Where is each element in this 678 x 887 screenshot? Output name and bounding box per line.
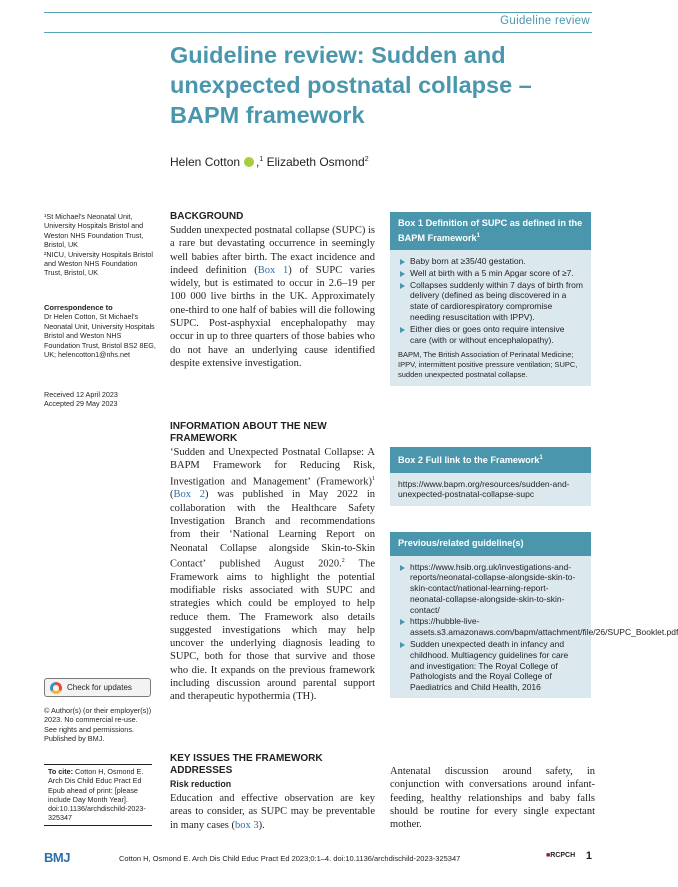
author-name[interactable]: Elizabeth Osmond [266,155,365,169]
orcid-icon[interactable] [244,157,254,167]
box2-link[interactable]: Box 2 [173,489,206,501]
related-guidelines-box [390,532,678,698]
list-item: Collapses suddenly within 7 days of birth from delivery (defined as being discovered in a state of cardiorespiratory compromise needing resuscitation with IPPV). [398,280,583,323]
affiliation-item: ²NICU, University Hospitals Bristol and Weston NHS Foundation Trust, Bristol, UK [44,249,154,278]
article-title: Guideline review: Sudden and unexpected postnatal collapse – BAPM framework [170,42,532,128]
author-affiliation-sup: 2 [364,156,369,163]
correspondence [44,303,156,359]
cite-text: Cotton H, Osmond E. Arch Dis Child Educ Pract Ed Epub ahead of print: [please include Day Month Year]. doi:10.1136/archdischild-2023-325347 [48,767,146,823]
box1 [390,212,591,386]
box3-link[interactable]: box 3 [235,819,259,831]
check-for-updates-label: Check for updates [67,683,132,692]
footer-citation: Cotton H, Osmond E. Arch Dis Child Educ Pract Ed 2023;0:1–4. doi:10.1136/archdischild-2023-325347 [119,854,461,863]
correspondence-text: Dr Helen Cotton, St Michael’s Neonatal Unit, University Hospitals Bristol and Weston NHS Foundation Trust, Bristol BS2 8EG, UK; helencotton1@nhs.net [44,312,156,360]
affiliation-item: ¹St Michael’s Neonatal Unit, University Hospitals Bristol and Weston NHS Foundation Trust, Bristol, UK [44,212,144,250]
crossmark-icon [50,682,62,694]
box1-link[interactable]: Box 1 [257,264,289,276]
running-head-bar [44,12,592,33]
list-item: Baby born at ≥35/40 gestation. [398,256,583,267]
article-dates [44,390,156,409]
list-item: Well at birth with a 5 min Apgar score of ≥7. [398,268,583,279]
author-affiliation-sup: 1 [259,156,264,163]
box1-list [390,250,591,350]
affiliations [44,212,156,278]
box2-heading: Box 2 Full link to the Framework$^1$ [390,447,591,473]
list-item[interactable]: https://www.hsib.org.uk/investigations-and-reports/neonatal-collapse-alongside-skin-to-skin-contact/national-learning-report-neonatal-collapse-alongside-skin-to-skin-contact/ [398,562,583,616]
cite-box [44,764,152,826]
box1-heading: Box 1 Definition of SUPC as defined in the BAPM Framework$^1$ [390,212,591,250]
correspondence-heading: Correspondence to [44,303,113,312]
list-item: Sudden unexpected death in infancy and childhood. Multiagency guidelines for care and investigation: The Royal College of Pathologists and the Royal College of Paediatrics and Child Health, 2016 [398,639,583,693]
risk-paragraph: Education and effective observation are key areas to consider, as SUPC may be preventable in many cases (box 3). [170,793,375,831]
right-column-paragraph: Antenatal discussion around safety, in conjunction with conversations around infant-feeding, healthy relationships and baby falls should be routine for every single expectant mother. [390,766,595,831]
cite-label: To cite: [48,767,74,776]
rcpch-logo: ■RCPCH [546,852,576,859]
box2-link[interactable]: https://www.bapm.org/resources/sudden-and-unexpected-postnatal-collapse-supc [398,478,570,500]
accepted-date: Accepted 29 May 2023 [44,399,118,409]
author-line: Helen Cotton ,$^1$ Elizabeth Osmond$^2$ [170,155,369,169]
check-for-updates-button[interactable] [44,678,151,697]
risk-reduction-heading: Risk reduction [170,779,232,789]
related-guidelines-list [390,556,678,699]
received-date: Received 12 April 2023 [44,390,118,399]
running-head: Guideline review [500,15,590,27]
key-issues-heading: KEY ISSUES THE FRAMEWORK ADDRESSES [170,753,323,776]
box2 [390,447,591,506]
bmj-logo: BMJ [44,850,70,865]
copyright-notice: © Author(s) (or their employer(s)) 2023. No commercial re-use. See rights and permissions. Published by BMJ. [44,706,152,744]
author-name[interactable]: Helen Cotton [170,155,241,169]
page-number: 1 [585,850,592,862]
list-item[interactable]: https://hubble-live-assets.s3.amazonaws.com/bapm/attachment/file/26/SUPC_Booklet.pdf [398,616,583,638]
page-footer [44,848,594,870]
background-paragraph: Sudden unexpected postnatal collapse (SUPC) is a rare but devastating occurrence in seemingly well babies after birth. The exact incidence and indeed definition (Box 1) of SUPC varies widely, but is estimated to occur in 2.6–19 per 100 000 live births in the UK. Approximately one-third to one half of babies will die following SUPC. Post-asphyxial encephalopathy may occur in up to three quarters of those babies who do not have an underlying cause identified despite extensive investigation. [170,225,376,369]
box1-note: BAPM, The British Association of Perinatal Medicine; IPPV, intermittent positive pressure ventilation; SUPC, sudden unexpected postnatal collapse. [398,350,578,379]
related-guidelines-heading: Previous/related guideline(s) [390,532,591,556]
info-paragraph: ‘Sudden and Unexpected Postnatal Collapse: A BAPM Framework for Reducing Risk, Investigation and Management’ (Framework)$^1$ (Box 2) was published in May 2022 in collaboration with the Healthcare Safety Investigation Branch and recommendations from their ‘National Learning Report on Neonatal Collapse alongside Skin-to-Skin Contact’ published August 2020.$^2$ The Framework aims to highlight the potential modifiable risks associated with SUPC and strategies which could be employed to help reduce them. The Framework also details suggested investigations which may help uncover the underlying diagnosis leading to SUPC, both for those that survive and those who die. It expands on the previous framework including discussion around parental support and therapeutic hypothermia (TH). [170,447,375,703]
list-item: Either dies or goes onto require intensive care (with or without encephalopathy). [398,324,583,346]
info-heading: INFORMATION ABOUT THE NEW FRAMEWORK [170,421,327,444]
background-heading: BACKGROUND [170,211,244,222]
